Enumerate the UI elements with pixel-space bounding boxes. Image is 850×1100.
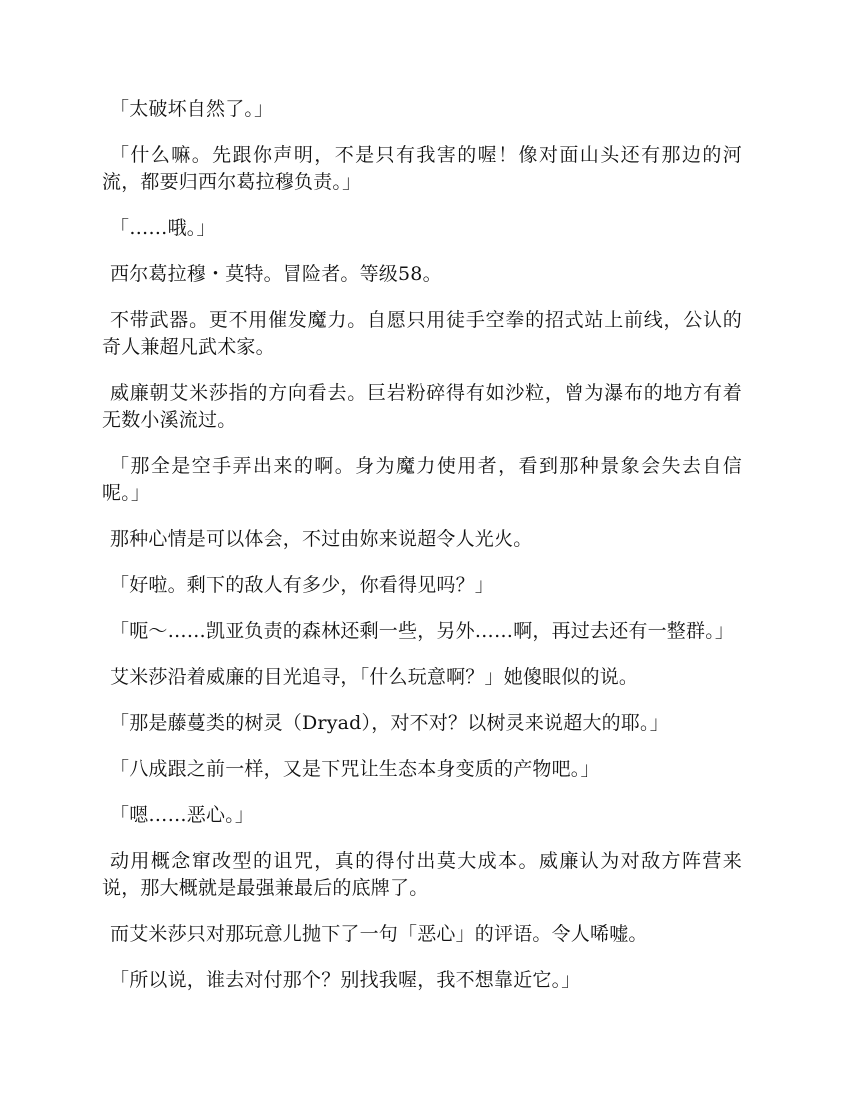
paragraph: 「那是藤蔓类的树灵（Dryad），对不对？以树灵来说超大的耶。」 — [110, 712, 669, 734]
paragraph: 西尔葛拉穆・莫特。冒险者。等级58。 — [110, 263, 442, 285]
paragraph: 「那全是空手弄出来的啊。身为魔力使用者，看到那种景象会失去自信呢。」 — [102, 455, 742, 504]
paragraph: 动用概念窜改型的诅咒，真的得付出莫大成本。威廉认为对敌方阵营来说，那大概就是最强兼最后的底牌了。 — [102, 850, 742, 899]
document-body — [102, 96, 742, 1013]
paragraph: 那种心情是可以体会，不过由妳来说超令人光火。 — [110, 528, 533, 550]
paragraph: 「太破坏自然了。」 — [110, 98, 274, 120]
paragraph: 「呃～……凯亚负责的森林还剩一些，另外……啊，再过去还有一整群。」 — [110, 620, 735, 642]
paragraph: 「……哦。」 — [110, 217, 216, 239]
paragraph: 「八成跟之前一样，又是下咒让生态本身变质的产物吧。」 — [110, 758, 600, 780]
paragraph: 威廉朝艾米莎指的方向看去。巨岩粉碎得有如沙粒，曾为瀑布的地方有着无数小溪流过。 — [102, 382, 742, 431]
paragraph: 不带武器。更不用催发魔力。自愿只用徒手空拳的招式站上前线，公认的奇人兼超凡武术家。 — [102, 309, 742, 358]
paragraph: 「好啦。剩下的敌人有多少，你看得见吗？」 — [110, 574, 495, 596]
paragraph: 「嗯……恶心。」 — [110, 804, 255, 826]
paragraph: 「什么嘛。先跟你声明，不是只有我害的喔！像对面山头还有那边的河流，都要归西尔葛拉穆负责。」 — [102, 144, 742, 193]
paragraph: 而艾米莎只对那玩意儿抛下了一句「恶心」的评语。令人唏嘘。 — [110, 923, 648, 945]
paragraph: 艾米莎沿着威廉的目光追寻，「什么玩意啊？」她傻眼似的说。 — [110, 666, 639, 688]
paragraph: 「所以说，谁去对付那个？别找我喔，我不想靠近它。」 — [110, 969, 581, 991]
